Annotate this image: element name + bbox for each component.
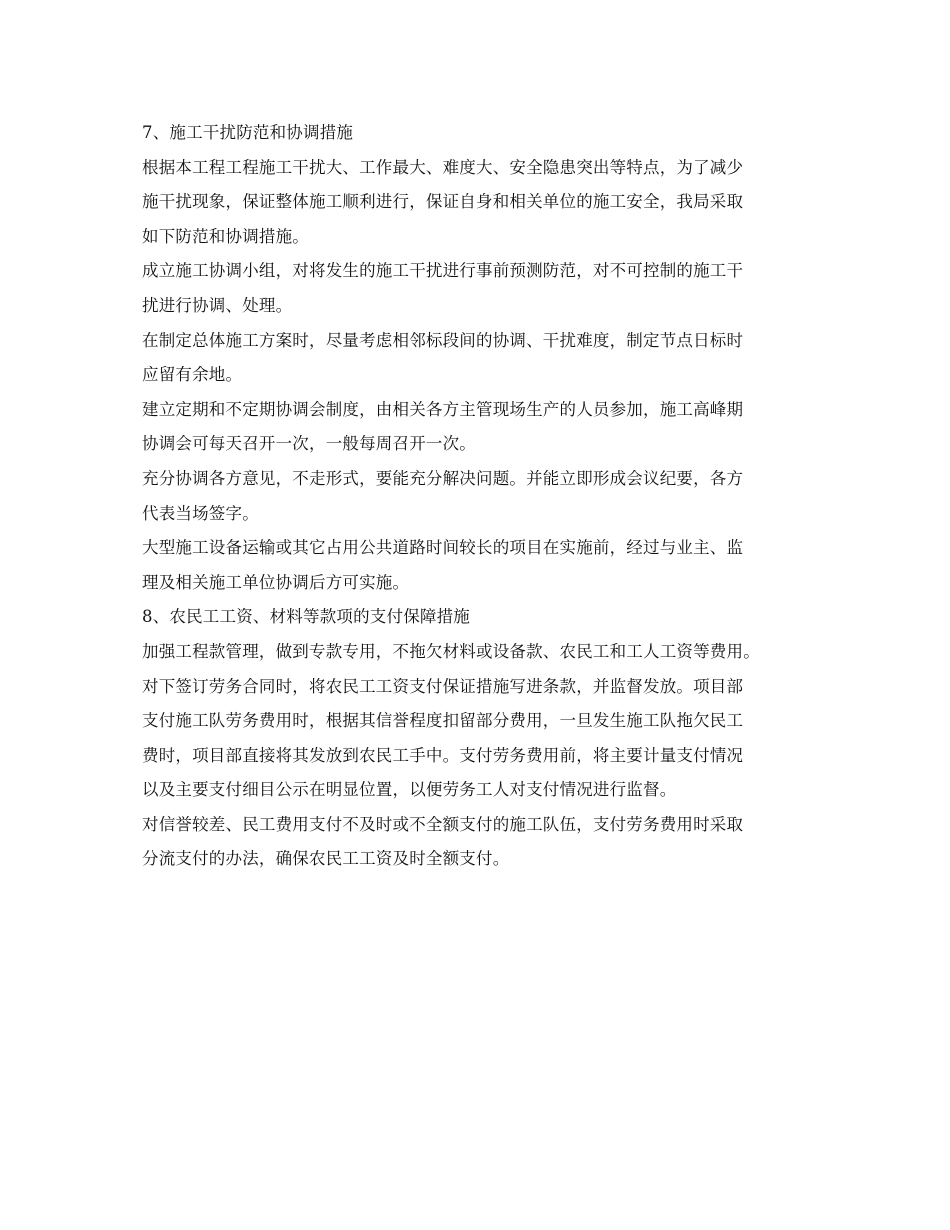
- paragraph-line: 费时，项目部直接将其发放到农民工手中。支付劳务费用前，将主要计量支付情况: [142, 745, 744, 765]
- paragraph-line: 代表当场签字。: [142, 503, 259, 523]
- paragraph-line: 如下防范和协调措施。: [142, 226, 309, 246]
- section-heading-8: 8、农民工工资、材料等款项的支付保障措施: [142, 607, 470, 627]
- paragraph-line: 根据本工程工程施工干扰大、工作最大、难度大、安全隐患突出等特点，为了减少: [142, 157, 744, 177]
- section-heading-7: 7、施工干扰防范和协调措施: [142, 123, 354, 142]
- paragraph-line: 施干扰现象，保证整体施工顺利进行，保证自身和相关单位的施工安全，我局采取: [142, 192, 744, 212]
- document-body: [142, 116, 832, 877]
- paragraph-line: 对信誉较差、民工费用支付不及时或不全额支付的施工队伍，支付劳务费用时采取: [142, 814, 744, 834]
- paragraph-line: 应留有余地。: [142, 365, 243, 385]
- paragraph-line: 充分协调各方意见，不走形式，要能充分解决问题。并能立即形成会议纪要，各方: [142, 468, 744, 488]
- paragraph-line: 对下签订劳务合同时，将农民工工资支付保证措施写进条款，并监督发放。项目部: [142, 676, 744, 696]
- paragraph-line: 支付施工队劳务费用时，根据其信誉程度扣留部分费用，一旦发生施工队拖欠民工: [142, 711, 744, 731]
- paragraph-line: 在制定总体施工方案时，尽量考虑相邻标段间的协调、干扰难度，制定节点日标时: [142, 330, 744, 350]
- paragraph-line: 分流支付的办法，确保农民工工资及时全额支付。: [142, 849, 510, 869]
- paragraph-line: 大型施工设备运输或其它占用公共道路时间较长的项目在实施前，经过与业主、监: [142, 538, 744, 558]
- paragraph-line: 成立施工协调小组，对将发生的施工干扰进行事前预测防范，对不可控制的施工干: [142, 261, 744, 281]
- paragraph-line: 建立定期和不定期协调会制度，由相关各方主管现场生产的人员参加，施工高峰期: [142, 399, 744, 419]
- paragraph-line: 理及相关施工单位协调后方可实施。: [142, 572, 410, 592]
- paragraph-line: 以及主要支付细目公示在明显位置，以便劳务工人对支付情况进行监督。: [142, 780, 677, 800]
- paragraph-line: 协调会可每天召开一次，一般每周召开一次。: [142, 434, 476, 454]
- paragraph-line: 扰进行协调、处理。: [142, 295, 293, 315]
- paragraph-line: 加强工程款管理，做到专款专用，不拖欠材料或设备款、农民工和工人工资等费用。: [142, 641, 760, 661]
